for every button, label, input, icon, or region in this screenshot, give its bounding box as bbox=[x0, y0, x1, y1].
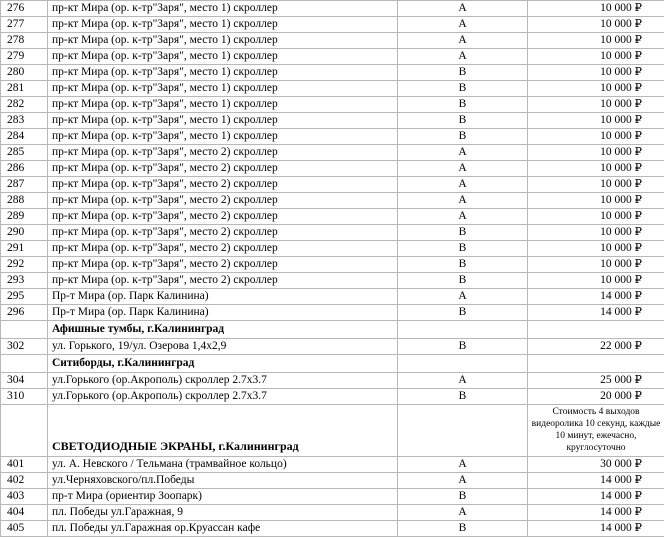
row-address: ул. Горького, 19/ул. Озерова 1,4х2,9 bbox=[48, 339, 398, 355]
row-address: пр-кт Мира (ор. к-тр"Заря", место 2) скроллер bbox=[48, 145, 398, 161]
price-table-body bbox=[1, 1, 664, 537]
row-address: пр-кт Мира (ор. к-тр"Заря", место 1) скроллер bbox=[48, 129, 398, 145]
row-side: B bbox=[398, 225, 528, 241]
row-address: пл. Победы ул.Гаражная ор.Круассан кафе bbox=[48, 521, 398, 537]
row-address: пр-кт Мира (ор. к-тр"Заря", место 1) скроллер bbox=[48, 17, 398, 33]
row-price: 22 000 ₽ bbox=[528, 339, 664, 355]
row-price: 10 000 ₽ bbox=[528, 145, 664, 161]
row-price: 14 000 ₽ bbox=[528, 489, 664, 505]
row-address: пр-кт Мира (ор. к-тр"Заря", место 2) скроллер bbox=[48, 225, 398, 241]
row-address: пр-т Мира (ориентир Зоопарк) bbox=[48, 489, 398, 505]
row-side: A bbox=[398, 457, 528, 473]
table-row bbox=[1, 339, 664, 355]
row-price: 10 000 ₽ bbox=[528, 241, 664, 257]
section-price-cell bbox=[528, 355, 664, 373]
row-number: 285 bbox=[1, 145, 48, 161]
row-price: 10 000 ₽ bbox=[528, 81, 664, 97]
row-address: ул.Горького (ор.Акрополь) скроллер 2.7х3.7 bbox=[48, 373, 398, 389]
row-side: A bbox=[398, 145, 528, 161]
table-row bbox=[1, 209, 664, 225]
table-row bbox=[1, 489, 664, 505]
table-row bbox=[1, 273, 664, 289]
row-number: 277 bbox=[1, 17, 48, 33]
row-side: B bbox=[398, 81, 528, 97]
row-side: A bbox=[398, 161, 528, 177]
row-price: 20 000 ₽ bbox=[528, 389, 664, 405]
row-side: A bbox=[398, 505, 528, 521]
row-number: 291 bbox=[1, 241, 48, 257]
row-number: 282 bbox=[1, 97, 48, 113]
row-side: B bbox=[398, 305, 528, 321]
row-number: 284 bbox=[1, 129, 48, 145]
row-price: 10 000 ₽ bbox=[528, 193, 664, 209]
row-side: A bbox=[398, 49, 528, 65]
table-row bbox=[1, 193, 664, 209]
row-address: пр-кт Мира (ор. к-тр"Заря", место 1) скроллер bbox=[48, 33, 398, 49]
row-price: 10 000 ₽ bbox=[528, 129, 664, 145]
section-title: Афишные тумбы, г.Калининград bbox=[48, 321, 398, 339]
table-row bbox=[1, 65, 664, 81]
row-number: 281 bbox=[1, 81, 48, 97]
row-number: 287 bbox=[1, 177, 48, 193]
row-price: 14 000 ₽ bbox=[528, 289, 664, 305]
row-side: B bbox=[398, 389, 528, 405]
row-address: пр-кт Мира (ор. к-тр"Заря", место 2) скроллер bbox=[48, 209, 398, 225]
table-row bbox=[1, 289, 664, 305]
table-row bbox=[1, 81, 664, 97]
row-address: пр-кт Мира (ор. к-тр"Заря", место 1) скроллер bbox=[48, 113, 398, 129]
table-row bbox=[1, 457, 664, 473]
row-side: B bbox=[398, 97, 528, 113]
row-address: пр-кт Мира (ор. к-тр"Заря", место 2) скроллер bbox=[48, 273, 398, 289]
row-address: Пр-т Мира (ор. Парк Калинина) bbox=[48, 289, 398, 305]
row-side: A bbox=[398, 373, 528, 389]
row-number: 278 bbox=[1, 33, 48, 49]
row-address: ул.Горького (ор.Акрополь) скроллер 2.7х3.7 bbox=[48, 389, 398, 405]
row-price: 10 000 ₽ bbox=[528, 17, 664, 33]
section-side-cell bbox=[398, 321, 528, 339]
row-number: 292 bbox=[1, 257, 48, 273]
row-side: A bbox=[398, 177, 528, 193]
row-price: 14 000 ₽ bbox=[528, 305, 664, 321]
row-price: 10 000 ₽ bbox=[528, 273, 664, 289]
section-number-cell bbox=[1, 405, 48, 457]
table-row bbox=[1, 145, 664, 161]
row-address: пл. Победы ул.Гаражная, 9 bbox=[48, 505, 398, 521]
row-price: 10 000 ₽ bbox=[528, 225, 664, 241]
row-address: пр-кт Мира (ор. к-тр"Заря", место 1) скроллер bbox=[48, 49, 398, 65]
section-header-row bbox=[1, 405, 664, 457]
row-number: 401 bbox=[1, 457, 48, 473]
row-number: 404 bbox=[1, 505, 48, 521]
table-row bbox=[1, 161, 664, 177]
row-price: 30 000 ₽ bbox=[528, 457, 664, 473]
row-price: 10 000 ₽ bbox=[528, 161, 664, 177]
row-address: ул.Черняховского/пл.Победы bbox=[48, 473, 398, 489]
section-side-cell bbox=[398, 355, 528, 373]
row-number: 295 bbox=[1, 289, 48, 305]
row-price: 14 000 ₽ bbox=[528, 505, 664, 521]
table-row bbox=[1, 505, 664, 521]
row-number: 403 bbox=[1, 489, 48, 505]
section-number-cell bbox=[1, 321, 48, 339]
table-row bbox=[1, 129, 664, 145]
row-address: Пр-т Мира (ор. Парк Калинина) bbox=[48, 305, 398, 321]
row-address: пр-кт Мира (ор. к-тр"Заря", место 1) скроллер bbox=[48, 65, 398, 81]
row-number: 283 bbox=[1, 113, 48, 129]
section-header-row bbox=[1, 321, 664, 339]
row-price: 10 000 ₽ bbox=[528, 209, 664, 225]
table-row bbox=[1, 49, 664, 65]
row-number: 310 bbox=[1, 389, 48, 405]
row-number: 402 bbox=[1, 473, 48, 489]
row-side: B bbox=[398, 241, 528, 257]
table-row bbox=[1, 225, 664, 241]
table-row bbox=[1, 389, 664, 405]
row-address: пр-кт Мира (ор. к-тр"Заря", место 1) скроллер bbox=[48, 1, 398, 17]
table-row bbox=[1, 33, 664, 49]
row-number: 304 bbox=[1, 373, 48, 389]
row-number: 288 bbox=[1, 193, 48, 209]
row-number: 405 bbox=[1, 521, 48, 537]
table-row bbox=[1, 241, 664, 257]
row-side: B bbox=[398, 273, 528, 289]
row-side: A bbox=[398, 193, 528, 209]
row-number: 302 bbox=[1, 339, 48, 355]
table-row bbox=[1, 113, 664, 129]
row-price: 10 000 ₽ bbox=[528, 97, 664, 113]
row-address: ул. А. Невского / Тельмана (трамвайное кольцо) bbox=[48, 457, 398, 473]
row-price: 10 000 ₽ bbox=[528, 65, 664, 81]
table-row bbox=[1, 1, 664, 17]
row-address: пр-кт Мира (ор. к-тр"Заря", место 1) скроллер bbox=[48, 97, 398, 113]
row-side: A bbox=[398, 289, 528, 305]
row-side: B bbox=[398, 339, 528, 355]
row-price: 10 000 ₽ bbox=[528, 49, 664, 65]
section-price-cell bbox=[528, 321, 664, 339]
row-price: 10 000 ₽ bbox=[528, 257, 664, 273]
table-row bbox=[1, 257, 664, 273]
row-side: A bbox=[398, 209, 528, 225]
row-number: 289 bbox=[1, 209, 48, 225]
row-side: B bbox=[398, 113, 528, 129]
row-side: A bbox=[398, 1, 528, 17]
table-row bbox=[1, 373, 664, 389]
row-price: 10 000 ₽ bbox=[528, 33, 664, 49]
section-title: Ситиборды, г.Калининград bbox=[48, 355, 398, 373]
row-price: 10 000 ₽ bbox=[528, 177, 664, 193]
row-side: B bbox=[398, 521, 528, 537]
row-number: 296 bbox=[1, 305, 48, 321]
section-title: СВЕТОДИОДНЫЕ ЭКРАНЫ, г.Калининград bbox=[48, 405, 398, 457]
row-price: 25 000 ₽ bbox=[528, 373, 664, 389]
row-address: пр-кт Мира (ор. к-тр"Заря", место 2) скроллер bbox=[48, 257, 398, 273]
row-price: 14 000 ₽ bbox=[528, 473, 664, 489]
row-side: B bbox=[398, 129, 528, 145]
row-number: 279 bbox=[1, 49, 48, 65]
table-row bbox=[1, 521, 664, 537]
section-side-cell bbox=[398, 405, 528, 457]
row-number: 290 bbox=[1, 225, 48, 241]
row-price: 10 000 ₽ bbox=[528, 1, 664, 17]
row-side: A bbox=[398, 473, 528, 489]
section-header-row bbox=[1, 355, 664, 373]
row-address: пр-кт Мира (ор. к-тр"Заря", место 2) скроллер bbox=[48, 241, 398, 257]
row-number: 286 bbox=[1, 161, 48, 177]
row-side: B bbox=[398, 489, 528, 505]
row-address: пр-кт Мира (ор. к-тр"Заря", место 2) скроллер bbox=[48, 161, 398, 177]
row-number: 280 bbox=[1, 65, 48, 81]
pricing-note: Стоимость 4 выходов видеоролика 10 секунд, каждые 10 минут, ежечасно, круглосуточно bbox=[528, 405, 664, 457]
row-side: A bbox=[398, 17, 528, 33]
row-address: пр-кт Мира (ор. к-тр"Заря", место 2) скроллер bbox=[48, 193, 398, 209]
row-number: 276 bbox=[1, 1, 48, 17]
section-number-cell bbox=[1, 355, 48, 373]
table-row bbox=[1, 305, 664, 321]
row-number: 293 bbox=[1, 273, 48, 289]
row-side: A bbox=[398, 33, 528, 49]
table-row bbox=[1, 177, 664, 193]
table-row bbox=[1, 473, 664, 489]
row-side: B bbox=[398, 257, 528, 273]
row-price: 10 000 ₽ bbox=[528, 113, 664, 129]
table-row bbox=[1, 97, 664, 113]
table-row bbox=[1, 17, 664, 33]
row-address: пр-кт Мира (ор. к-тр"Заря", место 1) скроллер bbox=[48, 81, 398, 97]
row-price: 14 000 ₽ bbox=[528, 521, 664, 537]
row-side: B bbox=[398, 65, 528, 81]
row-address: пр-кт Мира (ор. к-тр"Заря", место 2) скроллер bbox=[48, 177, 398, 193]
